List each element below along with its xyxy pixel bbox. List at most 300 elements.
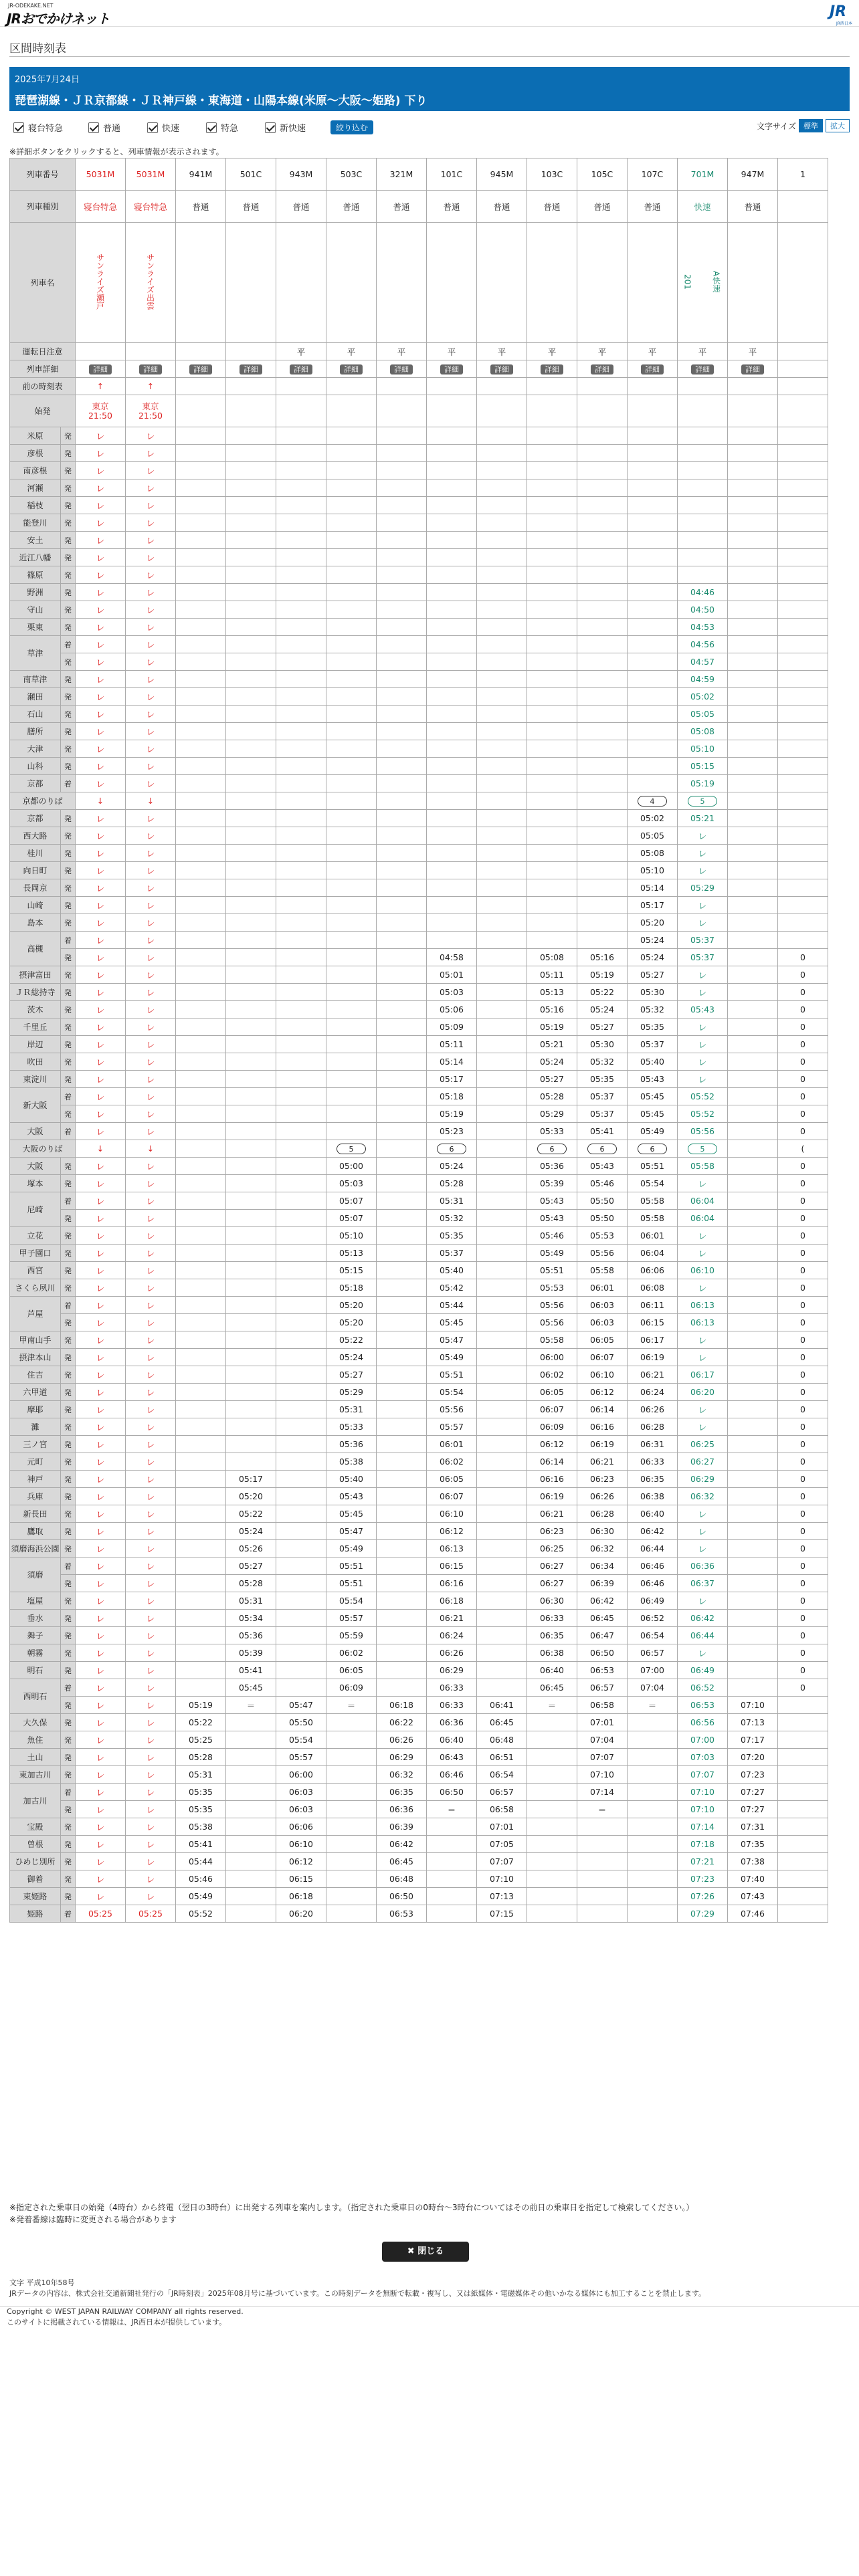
arr-dep-label: 発 bbox=[61, 1592, 76, 1610]
time-cell bbox=[176, 1036, 226, 1053]
time-cell bbox=[628, 479, 678, 497]
train-name bbox=[226, 223, 276, 343]
time-cell: 05:58 bbox=[527, 1331, 577, 1349]
time-cell bbox=[527, 827, 577, 845]
time-cell: ↓ bbox=[76, 792, 126, 810]
time-cell bbox=[577, 1905, 628, 1923]
time-cell: 06:29 bbox=[427, 1662, 477, 1679]
time-cell bbox=[728, 497, 778, 514]
time-cell bbox=[176, 723, 226, 740]
timetable-row bbox=[10, 810, 828, 827]
arr-dep-label: 発 bbox=[61, 1314, 76, 1331]
time-cell: 05:32 bbox=[577, 1053, 628, 1071]
time-cell bbox=[728, 1401, 778, 1418]
close-button[interactable]: ✖ 閉じる bbox=[382, 2242, 469, 2262]
time-cell: 06:17 bbox=[628, 1331, 678, 1349]
time-cell bbox=[226, 584, 276, 601]
checkbox-icon[interactable] bbox=[88, 122, 99, 133]
station-name: 島本 bbox=[10, 914, 61, 932]
time-cell bbox=[527, 845, 577, 862]
train-name bbox=[126, 223, 176, 343]
site-logo[interactable]: JRおでかけネット bbox=[7, 11, 110, 27]
time-cell bbox=[326, 1088, 377, 1105]
time-cell bbox=[377, 1401, 427, 1418]
time-cell bbox=[678, 445, 728, 462]
time-cell: 05:41 bbox=[226, 1662, 276, 1679]
time-cell bbox=[778, 862, 828, 879]
narrow-down-button[interactable]: 絞り込む bbox=[330, 120, 373, 134]
timetable-header-row bbox=[10, 343, 828, 360]
time-cell bbox=[226, 966, 276, 984]
time-cell: レ bbox=[126, 1471, 176, 1488]
time-cell bbox=[728, 1001, 778, 1018]
filter-special-rapid[interactable] bbox=[265, 121, 306, 134]
train-detail-button[interactable]: 詳細 bbox=[290, 364, 312, 374]
time-cell bbox=[728, 1071, 778, 1088]
time-cell bbox=[276, 601, 326, 619]
time-cell bbox=[377, 862, 427, 879]
train-detail-button[interactable]: 詳細 bbox=[340, 364, 363, 374]
time-cell: 06:16 bbox=[527, 1471, 577, 1488]
time-cell bbox=[176, 462, 226, 479]
time-cell bbox=[226, 1714, 276, 1731]
time-cell: 0 bbox=[778, 1558, 828, 1575]
station-name: 近江八幡 bbox=[10, 549, 61, 566]
time-cell bbox=[728, 1627, 778, 1644]
train-type: 寝台特急 bbox=[76, 191, 126, 223]
arr-dep-label: 着 bbox=[61, 775, 76, 792]
time-cell: レ bbox=[678, 1523, 728, 1540]
time-cell: 06:04 bbox=[678, 1192, 728, 1210]
time-cell bbox=[577, 723, 628, 740]
time-cell: 05:25 bbox=[176, 1731, 226, 1749]
time-cell bbox=[276, 671, 326, 688]
route-name: 琵琶湖線・ＪＲ京都線・ＪＲ神戸線・東海道・山陽本線(米原〜大阪〜姫路) 下り bbox=[15, 94, 427, 108]
timetable-row bbox=[10, 1018, 828, 1036]
time-cell: レ bbox=[126, 862, 176, 879]
train-detail-cell bbox=[577, 360, 628, 378]
time-cell bbox=[577, 810, 628, 827]
time-cell bbox=[226, 1018, 276, 1036]
time-cell bbox=[628, 740, 678, 758]
time-cell: 06:38 bbox=[527, 1644, 577, 1662]
time-cell bbox=[628, 1714, 678, 1731]
time-cell bbox=[176, 984, 226, 1001]
checkbox-icon[interactable] bbox=[147, 122, 158, 133]
time-cell: レ bbox=[126, 688, 176, 706]
time-cell bbox=[427, 723, 477, 740]
previous-timetable-link bbox=[728, 378, 778, 395]
time-cell bbox=[326, 706, 377, 723]
time-cell bbox=[226, 758, 276, 775]
time-cell: レ bbox=[126, 462, 176, 479]
time-cell bbox=[427, 914, 477, 932]
train-detail-cell bbox=[326, 360, 377, 378]
station-name: 朝霧 bbox=[10, 1644, 61, 1662]
time-cell bbox=[427, 636, 477, 653]
arr-dep-label: 発 bbox=[61, 1349, 76, 1366]
train-detail-button[interactable]: 詳細 bbox=[490, 364, 513, 374]
time-cell bbox=[176, 897, 226, 914]
time-cell: 05:43 bbox=[326, 1488, 377, 1505]
time-cell: レ bbox=[126, 932, 176, 949]
time-cell: 05:49 bbox=[427, 1349, 477, 1366]
train-detail-button[interactable]: 詳細 bbox=[240, 364, 262, 374]
time-cell bbox=[628, 445, 678, 462]
time-cell bbox=[477, 914, 527, 932]
time-cell bbox=[778, 532, 828, 549]
train-name bbox=[427, 223, 477, 343]
time-cell bbox=[427, 514, 477, 532]
time-cell bbox=[377, 1523, 427, 1540]
time-cell bbox=[427, 932, 477, 949]
time-cell: 0 bbox=[778, 1071, 828, 1088]
time-cell bbox=[527, 758, 577, 775]
time-cell bbox=[176, 758, 226, 775]
time-cell bbox=[577, 862, 628, 879]
time-cell bbox=[226, 1036, 276, 1053]
time-cell bbox=[728, 1384, 778, 1401]
operation-day-notice bbox=[176, 343, 226, 360]
time-cell bbox=[377, 740, 427, 758]
time-cell bbox=[226, 1749, 276, 1766]
time-cell bbox=[778, 1888, 828, 1905]
time-cell: 06:49 bbox=[678, 1662, 728, 1679]
search-date: 2025年7月24日 bbox=[15, 75, 80, 85]
train-detail-button[interactable]: 詳細 bbox=[139, 364, 162, 374]
time-cell bbox=[276, 862, 326, 879]
time-cell bbox=[728, 566, 778, 584]
time-cell bbox=[176, 566, 226, 584]
time-cell bbox=[477, 1279, 527, 1297]
time-cell: レ bbox=[76, 897, 126, 914]
timetable-header-row bbox=[10, 191, 828, 223]
time-cell bbox=[176, 619, 226, 636]
time-cell: 0 bbox=[778, 1679, 828, 1697]
time-cell: 07:26 bbox=[678, 1888, 728, 1905]
timetable-row bbox=[10, 1836, 828, 1853]
time-cell bbox=[276, 845, 326, 862]
train-detail-button[interactable]: 詳細 bbox=[591, 364, 613, 374]
time-cell bbox=[577, 1818, 628, 1836]
time-cell bbox=[176, 549, 226, 566]
time-cell bbox=[728, 1471, 778, 1488]
time-cell bbox=[176, 1523, 226, 1540]
time-cell bbox=[276, 1662, 326, 1679]
time-cell: ↓ bbox=[126, 1140, 176, 1158]
time-cell: 0 bbox=[778, 1331, 828, 1349]
filter-local[interactable] bbox=[88, 121, 120, 134]
time-cell bbox=[226, 514, 276, 532]
time-cell: レ bbox=[126, 1697, 176, 1714]
time-cell bbox=[778, 1836, 828, 1853]
time-cell bbox=[778, 619, 828, 636]
time-cell: 05:54 bbox=[628, 1175, 678, 1192]
time-cell bbox=[377, 1192, 427, 1210]
time-cell: 06:10 bbox=[427, 1505, 477, 1523]
time-cell: レ bbox=[678, 1418, 728, 1436]
time-cell bbox=[276, 479, 326, 497]
time-cell bbox=[326, 897, 377, 914]
time-cell: 06:50 bbox=[427, 1784, 477, 1801]
time-cell: レ bbox=[126, 427, 176, 445]
time-cell: 0 bbox=[778, 984, 828, 1001]
time-cell bbox=[427, 810, 477, 827]
time-cell: 05:41 bbox=[176, 1836, 226, 1853]
time-cell: 06:36 bbox=[377, 1801, 427, 1818]
time-cell bbox=[226, 1071, 276, 1088]
time-cell: 06:40 bbox=[628, 1505, 678, 1523]
train-detail-button[interactable]: 詳細 bbox=[541, 364, 563, 374]
time-cell bbox=[276, 688, 326, 706]
time-cell: 05:37 bbox=[577, 1105, 628, 1123]
filter-limited-express[interactable] bbox=[206, 121, 238, 134]
time-cell: 04:57 bbox=[678, 653, 728, 671]
time-cell bbox=[226, 706, 276, 723]
time-cell: レ bbox=[76, 1262, 126, 1279]
time-cell: 05:45 bbox=[427, 1314, 477, 1331]
time-cell: レ bbox=[126, 1418, 176, 1436]
timetable-row bbox=[10, 1384, 828, 1401]
jr-logo-icon[interactable]: JR bbox=[830, 3, 847, 20]
time-cell bbox=[377, 636, 427, 653]
previous-timetable-link[interactable]: ↑ bbox=[126, 378, 176, 395]
time-cell bbox=[577, 827, 628, 845]
time-cell: レ bbox=[76, 984, 126, 1001]
time-cell: 05:05 bbox=[678, 706, 728, 723]
time-cell bbox=[628, 792, 678, 810]
time-cell: 0 bbox=[778, 1018, 828, 1036]
time-cell bbox=[628, 1749, 678, 1766]
time-cell bbox=[427, 619, 477, 636]
time-cell bbox=[728, 1453, 778, 1471]
time-cell bbox=[176, 740, 226, 758]
time-cell bbox=[226, 1418, 276, 1436]
filter-sleeper-express[interactable] bbox=[13, 121, 63, 134]
train-detail-button[interactable]: 詳細 bbox=[390, 364, 413, 374]
time-cell bbox=[226, 1888, 276, 1905]
time-cell bbox=[276, 758, 326, 775]
time-cell bbox=[377, 1644, 427, 1662]
time-cell: 05:35 bbox=[176, 1784, 226, 1801]
time-cell bbox=[527, 1818, 577, 1836]
time-cell bbox=[477, 897, 527, 914]
time-cell bbox=[326, 1818, 377, 1836]
train-detail-button[interactable]: 詳細 bbox=[741, 364, 764, 374]
time-cell: レ bbox=[126, 1766, 176, 1784]
time-cell bbox=[477, 984, 527, 1001]
time-cell bbox=[728, 1523, 778, 1540]
time-cell: 07:27 bbox=[728, 1801, 778, 1818]
time-cell: レ bbox=[76, 1071, 126, 1088]
time-cell: レ bbox=[126, 1679, 176, 1697]
time-cell bbox=[527, 427, 577, 445]
station-name: 大阪 bbox=[10, 1123, 61, 1140]
origin-station bbox=[226, 395, 276, 427]
time-cell bbox=[477, 1592, 527, 1610]
time-cell bbox=[377, 966, 427, 984]
time-cell: レ bbox=[126, 1245, 176, 1262]
operation-day-notice: 平 bbox=[728, 343, 778, 360]
time-cell: 05:28 bbox=[226, 1575, 276, 1592]
time-cell: レ bbox=[76, 1453, 126, 1471]
time-cell bbox=[176, 1053, 226, 1071]
time-cell bbox=[276, 1001, 326, 1018]
time-cell bbox=[477, 1053, 527, 1071]
time-cell bbox=[226, 1731, 276, 1749]
timetable-row bbox=[10, 1175, 828, 1192]
time-cell: 05:30 bbox=[628, 984, 678, 1001]
time-cell bbox=[276, 897, 326, 914]
time-cell: 05:45 bbox=[326, 1505, 377, 1523]
time-cell: 06:27 bbox=[678, 1453, 728, 1471]
train-detail-button[interactable]: 詳細 bbox=[189, 364, 212, 374]
time-cell bbox=[477, 584, 527, 601]
timetable-row bbox=[10, 497, 828, 514]
train-detail-button[interactable]: 詳細 bbox=[641, 364, 664, 374]
train-detail-button[interactable]: 詳細 bbox=[89, 364, 112, 374]
time-cell bbox=[226, 1210, 276, 1227]
timetable-row bbox=[10, 1610, 828, 1627]
train-detail-button[interactable]: 詳細 bbox=[440, 364, 463, 374]
origin-station bbox=[427, 395, 477, 427]
time-cell: 0 bbox=[778, 1158, 828, 1175]
origin-station: 東京 21:50 bbox=[126, 395, 176, 427]
time-cell bbox=[276, 1384, 326, 1401]
time-cell: 06:01 bbox=[577, 1279, 628, 1297]
timetable-row bbox=[10, 601, 828, 619]
time-cell bbox=[226, 1870, 276, 1888]
station-name: 三ノ宮 bbox=[10, 1436, 61, 1453]
row-label: 列車名 bbox=[10, 223, 76, 343]
time-cell: 06:53 bbox=[678, 1697, 728, 1714]
time-cell: レ bbox=[76, 1088, 126, 1105]
time-cell bbox=[377, 706, 427, 723]
time-cell bbox=[326, 879, 377, 897]
time-cell: 06:39 bbox=[577, 1575, 628, 1592]
timetable-row bbox=[10, 462, 828, 479]
time-cell: 05:37 bbox=[628, 1036, 678, 1053]
time-cell bbox=[176, 827, 226, 845]
time-cell: レ bbox=[76, 706, 126, 723]
time-cell bbox=[577, 427, 628, 445]
time-cell bbox=[778, 723, 828, 740]
time-cell bbox=[176, 1210, 226, 1227]
time-cell bbox=[477, 497, 527, 514]
arr-dep-label: 発 bbox=[61, 532, 76, 549]
time-cell: 05:42 bbox=[427, 1279, 477, 1297]
time-cell bbox=[377, 1436, 427, 1453]
time-cell bbox=[176, 1540, 226, 1558]
time-cell: 05:56 bbox=[577, 1245, 628, 1262]
time-cell bbox=[728, 1644, 778, 1662]
time-cell bbox=[226, 1366, 276, 1384]
station-name: 京都 bbox=[10, 810, 61, 827]
time-cell bbox=[226, 427, 276, 445]
arr-dep-label: 発 bbox=[61, 1731, 76, 1749]
station-name: 米原 bbox=[10, 427, 61, 445]
time-cell bbox=[728, 1297, 778, 1314]
time-cell: 05:45 bbox=[226, 1679, 276, 1697]
font-size-large-button[interactable]: 拡大 bbox=[826, 119, 850, 132]
time-cell: 06:40 bbox=[427, 1731, 477, 1749]
time-cell: 0 bbox=[778, 1662, 828, 1679]
operation-day-notice: 平 bbox=[326, 343, 377, 360]
time-cell: 06:21 bbox=[628, 1366, 678, 1384]
checkbox-icon[interactable] bbox=[13, 122, 24, 133]
time-cell: レ bbox=[76, 1784, 126, 1801]
time-cell bbox=[377, 1610, 427, 1627]
train-detail-button[interactable]: 詳細 bbox=[691, 364, 714, 374]
time-cell: 05:49 bbox=[527, 1245, 577, 1262]
time-cell bbox=[628, 1870, 678, 1888]
time-cell bbox=[176, 1627, 226, 1644]
time-cell bbox=[326, 427, 377, 445]
font-size-standard-button[interactable]: 標準 bbox=[799, 119, 823, 132]
time-cell: 06:24 bbox=[628, 1384, 678, 1401]
time-cell bbox=[778, 827, 828, 845]
time-cell: 05:24 bbox=[326, 1349, 377, 1366]
time-cell bbox=[326, 462, 377, 479]
time-cell bbox=[778, 601, 828, 619]
time-cell: 05:29 bbox=[326, 1384, 377, 1401]
filter-label: 特急 bbox=[221, 124, 239, 134]
time-cell bbox=[577, 653, 628, 671]
time-cell bbox=[477, 1314, 527, 1331]
train-type: 普通 bbox=[176, 191, 226, 223]
time-cell: 06:53 bbox=[377, 1905, 427, 1923]
arr-dep-label: 発 bbox=[61, 1105, 76, 1123]
time-cell: レ bbox=[678, 1227, 728, 1245]
time-cell bbox=[226, 914, 276, 932]
station-name: 彦根 bbox=[10, 445, 61, 462]
time-cell: 05:24 bbox=[427, 1158, 477, 1175]
checkbox-icon[interactable] bbox=[206, 122, 217, 133]
time-cell: 05:37 bbox=[427, 1245, 477, 1262]
time-cell: レ bbox=[678, 1175, 728, 1192]
checkbox-icon[interactable] bbox=[265, 122, 276, 133]
time-cell bbox=[276, 1071, 326, 1088]
time-cell: ＝ bbox=[427, 1801, 477, 1818]
time-cell bbox=[427, 1836, 477, 1853]
time-cell bbox=[226, 932, 276, 949]
arr-dep-label: 発 bbox=[61, 1627, 76, 1644]
operation-day-notice: 平 bbox=[678, 343, 728, 360]
filter-rapid[interactable] bbox=[147, 121, 179, 134]
time-cell: レ bbox=[678, 827, 728, 845]
arr-dep-label: 発 bbox=[61, 758, 76, 775]
time-cell: レ bbox=[678, 1036, 728, 1053]
time-cell: レ bbox=[76, 497, 126, 514]
time-cell bbox=[326, 1714, 377, 1731]
previous-timetable-link[interactable]: ↑ bbox=[76, 378, 126, 395]
time-cell bbox=[427, 479, 477, 497]
time-cell bbox=[527, 862, 577, 879]
time-cell bbox=[628, 584, 678, 601]
time-cell: 06:36 bbox=[427, 1714, 477, 1731]
time-cell: レ bbox=[678, 1644, 728, 1662]
station-name: 稲枝 bbox=[10, 497, 61, 514]
time-cell bbox=[326, 1870, 377, 1888]
station-name: 河瀬 bbox=[10, 479, 61, 497]
time-cell: 05:08 bbox=[527, 949, 577, 966]
time-cell bbox=[728, 862, 778, 879]
time-cell bbox=[176, 1575, 226, 1592]
time-cell bbox=[728, 845, 778, 862]
time-cell bbox=[326, 584, 377, 601]
timetable-row bbox=[10, 1662, 828, 1679]
time-cell: 05:54 bbox=[427, 1384, 477, 1401]
